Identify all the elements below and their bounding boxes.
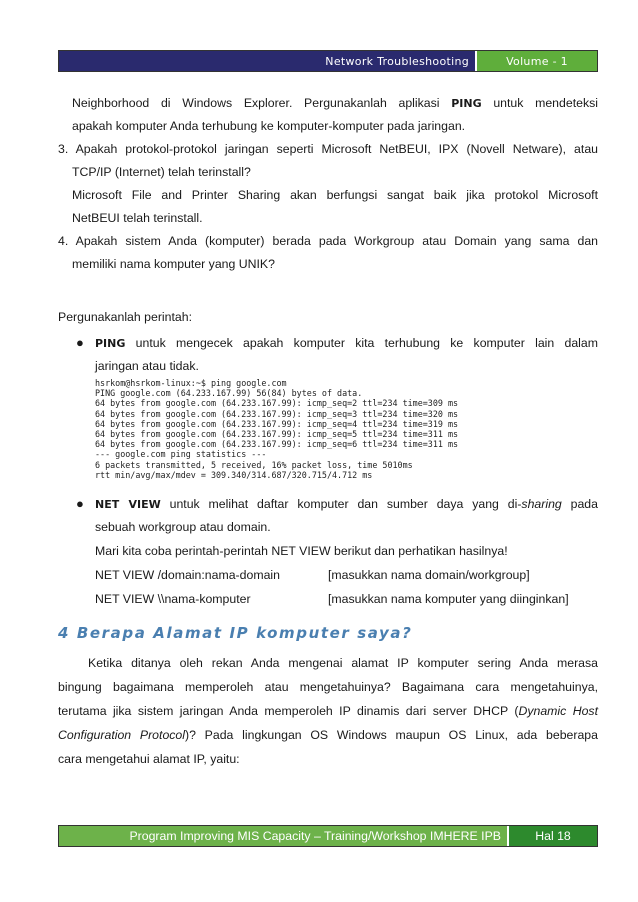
text-line: sebuah workgroup atau domain.: [95, 520, 271, 534]
paragraph-line: cara mengetahui alamat IP, yaitu:: [58, 752, 240, 766]
command-1: NET VIEW /domain:nama-domain: [95, 568, 280, 582]
command-2: NET VIEW \\nama-komputer: [95, 592, 251, 606]
page-footer: [58, 825, 598, 847]
bullet-icon: ●: [76, 496, 84, 511]
list-item-3: 3. Apakah protokol-protokol jaringan seperti Microsoft NetBEUI, IPX (Novell Netware), atau: [58, 142, 598, 156]
text-line: memiliki nama komputer yang UNIK?: [72, 257, 275, 271]
text-line: jaringan atau tidak.: [95, 359, 199, 373]
ping-description: PING untuk mengecek apakah komputer kita terhubung ke komputer lain dalam: [95, 336, 598, 350]
list-item-4: 4. Apakah sistem Anda (komputer) berada pada Workgroup atau Domain yang sama dan: [58, 234, 598, 248]
text-line: TCP/IP (Internet) telah terinstall?: [72, 165, 251, 179]
text-line: apakah komputer Anda terhubung ke komputer-komputer pada jaringan.: [72, 119, 466, 133]
header-volume: Volume - 1: [475, 51, 597, 71]
ping-output: hsrkom@hsrkom-linux:~$ ping google.com PING google.com (64.233.167.99) 56(84) bytes of data. 64 bytes from google.com (64.233.167.99): icmp_seq=2 ttl=234 time=309 ms 64 bytes from google.com (64.233.167.99): icmp_seq=3 ttl=234 time=320 ms 64 bytes from google.com (64.233.167.99): icmp_seq=4 ttl=234 time=319 ms 64 bytes from google.com (64.233.167.99): icmp_seq=5 ttl=234 time=311 ms 64 bytes from google.com (64.233.167.99): icmp_seq=6 ttl=234 time=311 ms --- google.com ping statistics --- 6 packets transmitted, 5 received, 16% packet loss, time 5010ms rtt min/avg/max/mdev = 309.340/314.687/320.715/4.712 ms: [95, 378, 459, 480]
text-line: NetBEUI telah terinstall.: [72, 211, 203, 225]
paragraph-line: terutama jika sistem jaringan Anda memperoleh IP dinamis dari server DHCP (Dynamic Host: [58, 704, 598, 718]
command-1-desc: [masukkan nama domain/workgroup]: [328, 568, 530, 582]
header-title: Network Troubleshooting: [59, 51, 475, 71]
text-line: Mari kita coba perintah-perintah NET VIEW berikut dan perhatikan hasilnya!: [95, 544, 508, 558]
footer-text: Program Improving MIS Capacity – Training/Workshop IMHERE IPB: [59, 826, 507, 846]
page-number: Hal 18: [507, 826, 597, 846]
command-2-desc: [masukkan nama komputer yang diinginkan]: [328, 592, 569, 606]
text-line: Pergunakanlah perintah:: [58, 310, 192, 324]
section-heading: 4 Berapa Alamat IP komputer saya?: [58, 624, 413, 642]
text-line: Microsoft File and Printer Sharing akan berfungsi sangat baik jika protokol Microsoft: [72, 188, 598, 202]
page-header: [58, 50, 598, 72]
bullet-icon: ●: [76, 335, 84, 350]
paragraph-line: Configuration Protocol)? Pada lingkungan OS Windows maupun OS Linux, ada beberapa: [58, 728, 598, 742]
text-line: Neighborhood di Windows Explorer. Pergunakanlah aplikasi PING untuk mendeteksi: [72, 96, 598, 110]
paragraph-line: bingung bagaimana memperoleh atau mengetahuinya? Bagaimana cara mengetahuinya,: [58, 680, 598, 694]
netview-description: NET VIEW untuk melihat daftar komputer dan sumber daya yang di-sharing pada: [95, 497, 598, 511]
paragraph-line: Ketika ditanya oleh rekan Anda mengenai alamat IP komputer sering Anda merasa: [88, 656, 598, 670]
